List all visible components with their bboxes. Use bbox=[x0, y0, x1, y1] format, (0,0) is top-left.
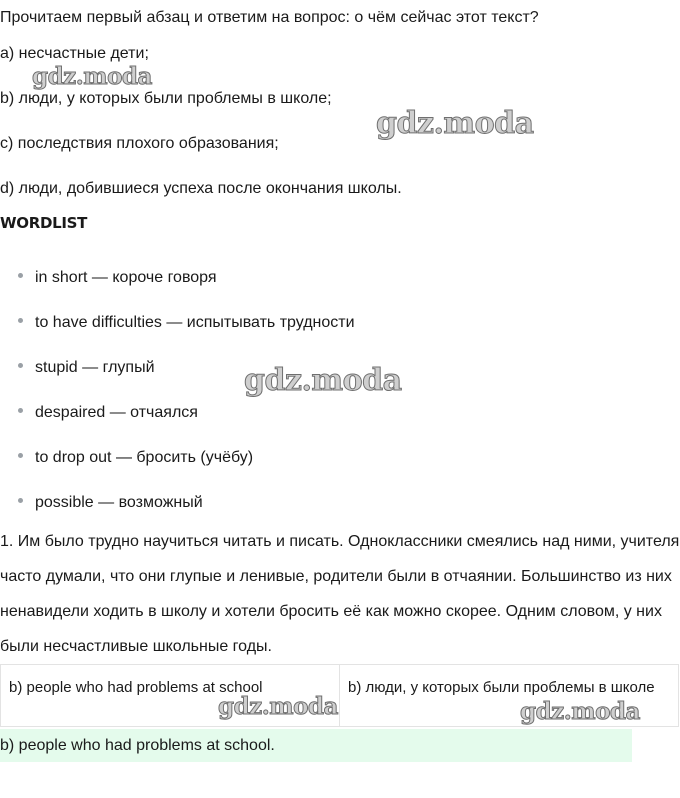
wordlist-item-text: to drop out — бросить (учёбу) bbox=[35, 449, 254, 466]
watermark: gdz.moda bbox=[218, 693, 338, 720]
wordlist-item bbox=[18, 313, 355, 333]
option-c: c) последствия плохого образования; bbox=[0, 135, 279, 152]
wordlist-item-text: stupid — глупый bbox=[35, 359, 155, 376]
watermark: gdz.moda bbox=[520, 698, 640, 725]
answer-highlight: b) people who had problems at school. bbox=[0, 729, 632, 762]
answer-table bbox=[0, 664, 679, 727]
table-cell-english: b) people who had problems at school bbox=[1, 665, 340, 726]
wordlist-item bbox=[18, 268, 217, 288]
bullet-icon bbox=[18, 408, 23, 413]
wordlist-heading: WORDLIST bbox=[0, 214, 88, 232]
bullet-icon bbox=[18, 273, 23, 278]
wordlist-item bbox=[18, 358, 155, 378]
wordlist-item-text: possible — возможный bbox=[35, 494, 203, 511]
option-a: a) несчастные дети; bbox=[0, 45, 149, 62]
wordlist-item bbox=[18, 448, 253, 468]
bullet-icon bbox=[18, 318, 23, 323]
paragraph-text: 1. Им было трудно научиться читать и писать. Одноклассники смеялись над ними, учителя часто думали, что они глупые и ленивые, родители были в отчаянии. Большинство из них ненавидели ходить в школу и хотели бросить её как можно скорее. Одним словом, у них были несчастливые школьные годы. bbox=[0, 533, 680, 655]
question-text: Прочитаем первый абзац и ответим на вопрос: о чём сейчас этот текст? bbox=[0, 9, 539, 26]
bullet-icon bbox=[18, 453, 23, 458]
option-d: d) люди, добившиеся успеха после окончания школы. bbox=[0, 180, 402, 197]
bullet-icon bbox=[18, 363, 23, 368]
wordlist-item bbox=[18, 493, 203, 513]
watermark: gdz.moda bbox=[32, 63, 152, 90]
option-b: b) люди, у которых были проблемы в школе; bbox=[0, 90, 332, 107]
bullet-icon bbox=[18, 498, 23, 503]
watermark: gdz.moda bbox=[244, 363, 402, 398]
wordlist-item bbox=[18, 403, 198, 423]
wordlist-item-text: to have difficulties — испытывать трудности bbox=[35, 314, 355, 331]
table-cell-russian: b) люди, у которых были проблемы в школе bbox=[348, 679, 655, 696]
watermark: gdz.moda bbox=[376, 106, 534, 141]
wordlist-item-text: in short — короче говоря bbox=[35, 269, 217, 286]
wordlist-item-text: despaired — отчаялся bbox=[35, 404, 198, 421]
